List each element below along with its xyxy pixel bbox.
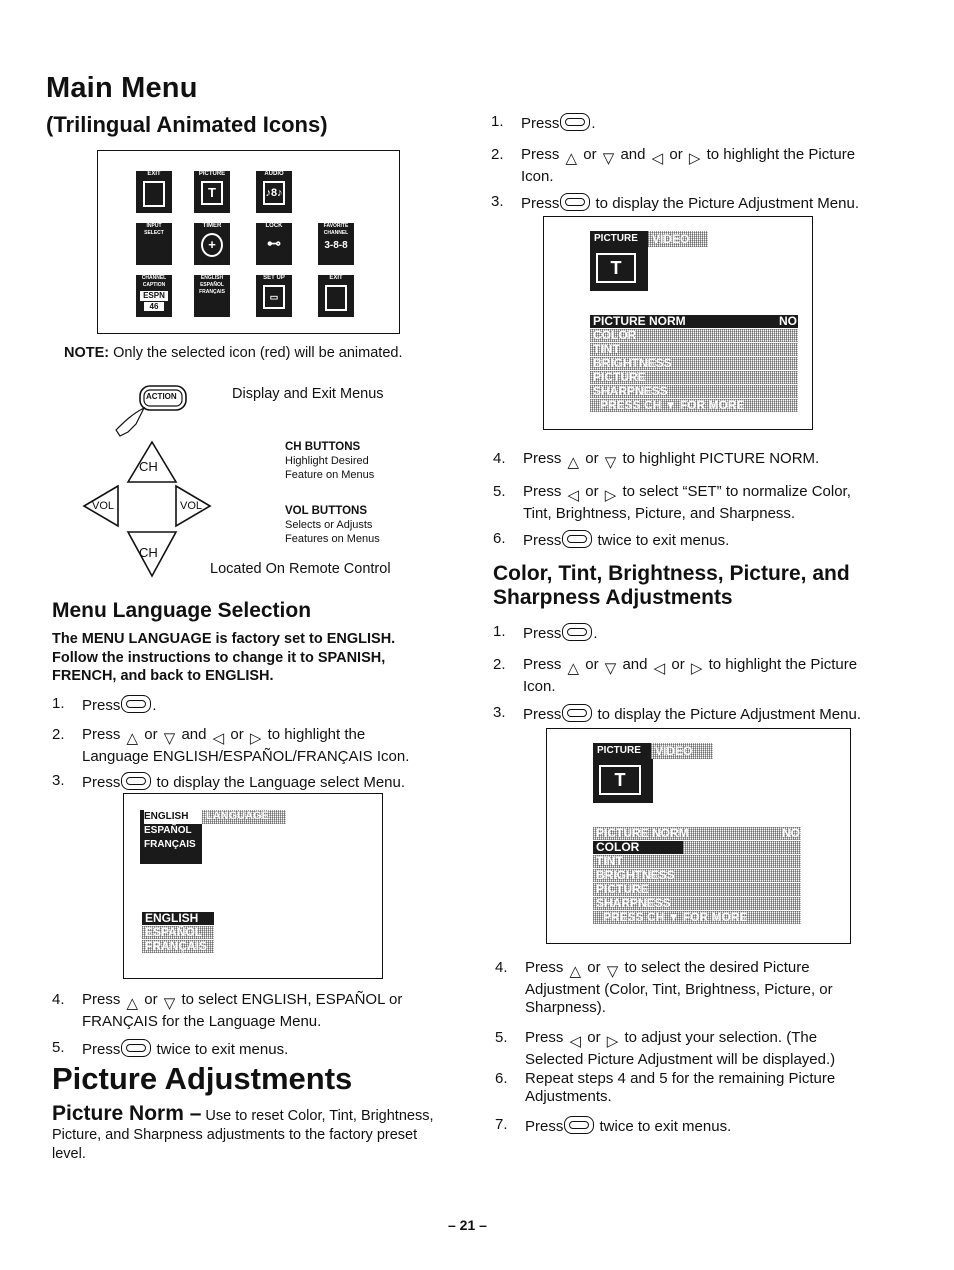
timer-icon: TIMER + <box>194 223 230 265</box>
picture-menu-screen-2 <box>546 728 851 944</box>
vol-right-icon: ▷ <box>249 730 262 747</box>
ch-up-icon: △ <box>126 995 139 1012</box>
menu-row-sharpness: SHARPNESS <box>590 385 798 398</box>
action-label: ACTION <box>146 392 177 401</box>
action-description: Display and Exit Menus <box>232 386 384 402</box>
language-tab: LANGUAGE <box>202 810 286 824</box>
picture-tab: PICTURE <box>593 743 651 759</box>
menu-row-picture: PICTURE <box>590 371 798 384</box>
menu-language-intro: The MENU LANGUAGE is factory set to ENGLISH. Follow the instructions to change it to SPANISH, FRENCH, and back to ENGLISH. <box>52 631 396 684</box>
action-button-icon <box>560 113 590 131</box>
ch-up-icon: △ <box>567 454 580 471</box>
action-button-icon <box>560 193 590 211</box>
ch-up-icon: △ <box>126 730 139 747</box>
ch-down-label: CH <box>139 545 158 560</box>
ch-up-label: CH <box>139 459 158 474</box>
channel-caption-icon: CHANNEL CAPTION ESPN 46 <box>136 275 172 317</box>
menu-row-tint: TINT <box>593 855 801 868</box>
menu-row-color-bar <box>683 841 801 854</box>
input-select-icon: INPUT SELECT <box>136 223 172 265</box>
note: NOTE: Only the selected icon (red) will be animated. <box>64 345 403 361</box>
menu-row-press-ch: PRESS CH ▼ FOR MORE <box>590 399 798 412</box>
vol-right-icon: ▷ <box>606 1033 619 1050</box>
adj-step-5: 5. Press ◁ or ▷ to adjust your selection. (The Selected Picture Adjustment will be displayed.) <box>495 1029 836 1068</box>
picture-icon: PICTURE T <box>194 171 230 213</box>
vol-right-icon: ▷ <box>688 150 701 167</box>
vol-left-icon: ◁ <box>569 1033 582 1050</box>
action-button-icon <box>562 530 592 548</box>
ch-down-icon: ▽ <box>606 963 619 980</box>
adj-step-2: 2. Press △ or ▽ and ◁ or ▷ to highlight the Picture Icon. <box>493 656 858 695</box>
ch-down-icon: ▽ <box>163 730 176 747</box>
menu-row-picture: PICTURE <box>593 883 801 896</box>
ch-up-icon: △ <box>569 963 582 980</box>
picture-thumb-icon: T <box>593 759 653 803</box>
lang-step-4: 4. Press △ or ▽ to select ENGLISH, ESPAÑOL or FRANÇAIS for the Language Menu. <box>52 991 403 1030</box>
action-button-icon <box>121 772 151 790</box>
menu-row-sharpness: SHARPNESS <box>593 897 801 910</box>
menu-row-no: NO <box>776 315 798 328</box>
vol-left-icon: ◁ <box>567 487 580 504</box>
picture-adjustments-title: Picture Adjustments <box>52 1061 353 1096</box>
vol-left-icon: ◁ <box>651 150 664 167</box>
picture-menu-screen-1 <box>543 216 813 430</box>
picture-tab: PICTURE <box>590 231 648 247</box>
video-tab: VIDEO <box>648 231 708 247</box>
language-icon: ENGLISH ESPAÑOL FRANÇAIS <box>194 275 230 317</box>
ch-down-icon: ▽ <box>602 150 615 167</box>
lang-step-2: 2. Press △ or ▽ and ◁ or ▷ to highlight the Language ENGLISH/ESPAÑOL/FRANÇAIS Icon. <box>52 726 410 765</box>
menu-row-brightness: BRIGHTNESS <box>590 357 798 370</box>
action-button-icon <box>564 1116 594 1134</box>
action-button-icon <box>562 704 592 722</box>
language-option-francais: FRANÇAIS <box>142 940 214 953</box>
vol-left-icon: ◁ <box>212 730 225 747</box>
vol-right-icon: ▷ <box>690 660 703 677</box>
pic-step-5: 5. Press ◁ or ▷ to select “SET” to normalize Color, Tint, Brightness, Picture, and Sharpness. <box>493 483 851 522</box>
menu-row-tint: TINT <box>590 343 798 356</box>
menu-row-brightness: BRIGHTNESS <box>593 869 801 882</box>
vol-right-icon: ▷ <box>604 487 617 504</box>
menu-row-color: COLOR <box>590 329 798 342</box>
vol-buttons-caption: VOL BUTTONS Selects or Adjusts Features on Menus <box>285 505 380 545</box>
adj-step-6: 6. Repeat steps 4 and 5 for the remaining Picture Adjustments. <box>495 1070 836 1105</box>
pic-step-2: 2. Press △ or ▽ and ◁ or ▷ to highlight the Picture Icon. <box>491 146 856 185</box>
set-up-icon: SET UP ▭ <box>256 275 292 317</box>
vol-left-icon: ◁ <box>653 660 666 677</box>
language-option-english: ENGLISH <box>142 912 214 925</box>
favorite-channel-icon: FAVORITE CHANNEL 3-8-8 <box>318 223 354 265</box>
picture-norm-description: Picture Norm – Use to reset Color, Tint, Brightness, Picture, and Sharpness adjustments to the factory preset level. <box>52 1102 434 1162</box>
ch-up-icon: △ <box>565 150 578 167</box>
page-number: – 21 – <box>448 1217 487 1233</box>
adj-step-4: 4. Press △ or ▽ to select the desired Picture Adjustment (Color, Tint, Brightness, Picture, or Sharpness). <box>495 959 833 1016</box>
video-tab: VIDEO <box>651 743 713 759</box>
lock-icon: LOCK ⊷ <box>256 223 292 265</box>
language-menu-screen: ENGLISH ESPAÑOL FRANÇAIS LANGUAGE ENGLISH ESPAÑOL FRANÇAIS <box>123 793 383 979</box>
vol-left-label: VOL <box>92 500 115 512</box>
action-button-icon <box>121 695 151 713</box>
remote-control-diagram <box>80 380 240 585</box>
menu-row-color: COLOR <box>593 841 683 854</box>
color-tint-heading: Color, Tint, Brightness, Picture, and Sharpness Adjustments <box>493 562 850 609</box>
picture-thumb-icon: T <box>590 247 648 291</box>
menu-row-picture-norm: PICTURE NORM <box>593 827 779 840</box>
language-option-espanol: ESPAÑOL <box>142 926 214 939</box>
exit-icon-2: EXIT <box>318 275 354 317</box>
exit-icon: EXIT <box>136 171 172 213</box>
ch-buttons-caption: CH BUTTONS Highlight Desired Feature on Menus <box>285 441 375 481</box>
menu-row-no: NO <box>779 827 801 840</box>
main-menu-subtitle: (Trilingual Animated Icons) <box>46 112 328 137</box>
menu-row-picture-norm: PICTURE NORM <box>590 315 776 328</box>
action-button-icon <box>121 1039 151 1057</box>
ch-down-icon: ▽ <box>604 660 617 677</box>
ch-up-icon: △ <box>567 660 580 677</box>
vol-right-label: VOL <box>180 500 203 512</box>
located-on-remote: Located On Remote Control <box>210 561 391 577</box>
ch-down-icon: ▽ <box>163 995 176 1012</box>
audio-icon: AUDIO ♪8♪ <box>256 171 292 213</box>
menu-language-heading: Menu Language Selection <box>52 599 312 622</box>
main-menu-title: Main Menu <box>46 72 198 104</box>
ch-down-icon: ▽ <box>604 454 617 471</box>
action-button-icon <box>562 623 592 641</box>
main-menu-icons-screen <box>97 150 400 334</box>
menu-row-press-ch: PRESS CH ▼ FOR MORE <box>593 911 801 924</box>
